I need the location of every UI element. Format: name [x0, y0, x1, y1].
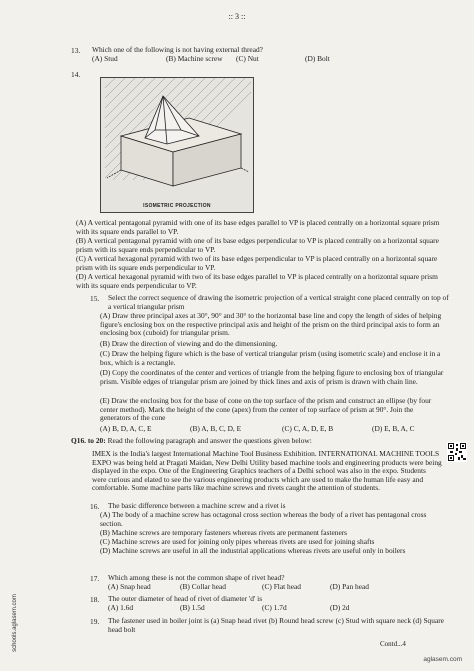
q18-option-d: (D) 2d [330, 603, 350, 612]
q17-option-b: (B) Collar head [180, 582, 226, 591]
isometric-drawing [101, 78, 253, 212]
q17-option-d: (D) Pan head [330, 582, 369, 591]
q15-option-d: (D) E, B, A, C [372, 424, 415, 433]
q17-text: Which among these is not the common shape of rivet head? [108, 573, 285, 582]
q19-text: The fastener used in boiler joint is (a) Snap head rivet (b) Round head screw (c) Stud with square neck (d) Square head bolt [108, 616, 444, 634]
q15-step-c: (C) Draw the helping figure which is the base of vertical triangular prism (using isometric scale) and enclose it in a box, which is a rectangle. [100, 349, 441, 367]
q15-step-e: (E) Draw the enclosing box for the base of cone on the top surface of the prism and construct an ellipse (by four center method). Mark the height of the cone (apex) from the center of top surface of prism at 90°. Join the generators of the cone [100, 396, 432, 423]
passage-heading [71, 437, 312, 446]
q13-option-b: (B) Machine screw [166, 54, 223, 63]
q18-option-a: (A) 1.6d [108, 603, 134, 612]
contd-label: Contd...4 [380, 640, 406, 648]
q15-option-a: (A) B, D, A, C, E [100, 424, 152, 433]
q15-option-b: (B) A, B, C, D, E [190, 424, 242, 433]
side-url: schools.aglasem.com [11, 594, 18, 652]
q19-number: 19. [90, 617, 100, 626]
q13-option-d: (D) Bolt [305, 54, 330, 63]
q17-number: 17. [90, 574, 100, 583]
q16-option-b: (B) Machine screws are temporary fasteners whereas rivets are permanent fasteners [100, 528, 348, 537]
q16-option-d: (D) Machine screws are useful in all the industrial applications whereas rivets are useful only in boilers [100, 546, 406, 555]
q15-step-d: (D) Copy the coordinates of the center and vertices of triangle from the helping figure to enclosing box of triangular prism. Visible edges of triangular prism are joined by thick lines and axis of prism is drawn with chain line. [100, 368, 444, 386]
q15-number: 15. [90, 294, 100, 303]
q13-option-a: (A) Stud [92, 54, 118, 63]
q15-option-c: (C) C, A, D, E, B [282, 424, 334, 433]
q13-number: 13. [71, 46, 81, 55]
q13-text: Which one of the following is not having external thread? [92, 45, 263, 54]
q16-text: The basic difference between a machine screw and a rivet is [108, 501, 286, 510]
figure-caption: ISOMETRIC PROJECTION [143, 203, 211, 209]
page-marker: :: 3 :: [228, 12, 246, 21]
q14-option-a: (A) A vertical pentagonal pyramid with one of its base edges parallel to VP is placed centrally on a horizontal square prism with its square ends parallel to VP. [76, 218, 440, 236]
q15-text: Select the correct sequence of drawing the isometric projection of a vertical straight cone placed centrally on top of a vertical triangular prism [108, 293, 449, 311]
q14-option-b: (B) A vertical pentagonal pyramid with one of its base edges perpendicular to VP is placed centrally on a horizontal square prism with its square ends perpendicular to VP. [76, 236, 439, 254]
isometric-figure [100, 77, 254, 213]
q16-option-c: (C) Machine screws are used for joining only pipes whereas rivets are used for joining shafts [100, 537, 375, 546]
q17-option-c: (C) Flat head [262, 582, 301, 591]
q18-option-b: (B) 1.5d [180, 603, 205, 612]
passage-heading-label: Q16. to 20: [71, 436, 106, 445]
q18-option-c: (C) 1.7d [262, 603, 287, 612]
q14-number: 14. [71, 70, 81, 79]
qr-code-icon [447, 442, 467, 462]
watermark: aglasem.com [423, 656, 462, 663]
passage-heading-rest: Read the following paragraph and answer the questions given below: [107, 436, 312, 445]
q16-option-a: (A) The body of a machine screw has octagonal cross section whereas the body of a rivet has pentagonal cross section. [100, 510, 427, 528]
q15-step-a: (A) Draw three principal axes at 30°, 90° and 30° to the horizontal base line and copy the length of sides of helping figure's enclosing box on the respective principal axis and height of the prism on the third principal axis to form an enclosing box (cuboid) for triangular prism. [100, 311, 442, 338]
q15-step-b: (B) Draw the direction of viewing and do the dimensioning. [100, 339, 278, 348]
q18-number: 18. [90, 595, 100, 604]
q18-text: The outer diameter of head of rivet of diameter 'd' is [108, 594, 263, 603]
q16-number: 16. [90, 502, 100, 511]
q13-option-c: (C) Nut [236, 54, 259, 63]
q14-option-c: (C) A vertical hexagonal pyramid with two of its base edges perpendicular to VP is placed centrally on a horizontal square prism with its square ends perpendicular to VP. [76, 254, 438, 272]
passage-text: IMEX is the India's largest International Machine Tool Business Exhibition. INTERNATIONAL MACHINE TOOLS EXPO was being held at Pragati Maidan, New Delhi Utility based machine tools and engineering products were being displayed in the expo. One of the Engineering Graphics teachers of a Delhi school was also in the expo. Students were curious and elated to see the various engineering products which are used to make the human life easy and comfortable. Some machine parts like machine screws and rivets caught the attention of students. [92, 449, 442, 493]
q14-option-d: (D) A vertical hexagonal pyramid with two of its base edges parallel to VP is placed centrally on a horizontal square prism with its square ends perpendicular to VP. [76, 272, 438, 290]
q17-option-a: (A) Snap head [108, 582, 151, 591]
